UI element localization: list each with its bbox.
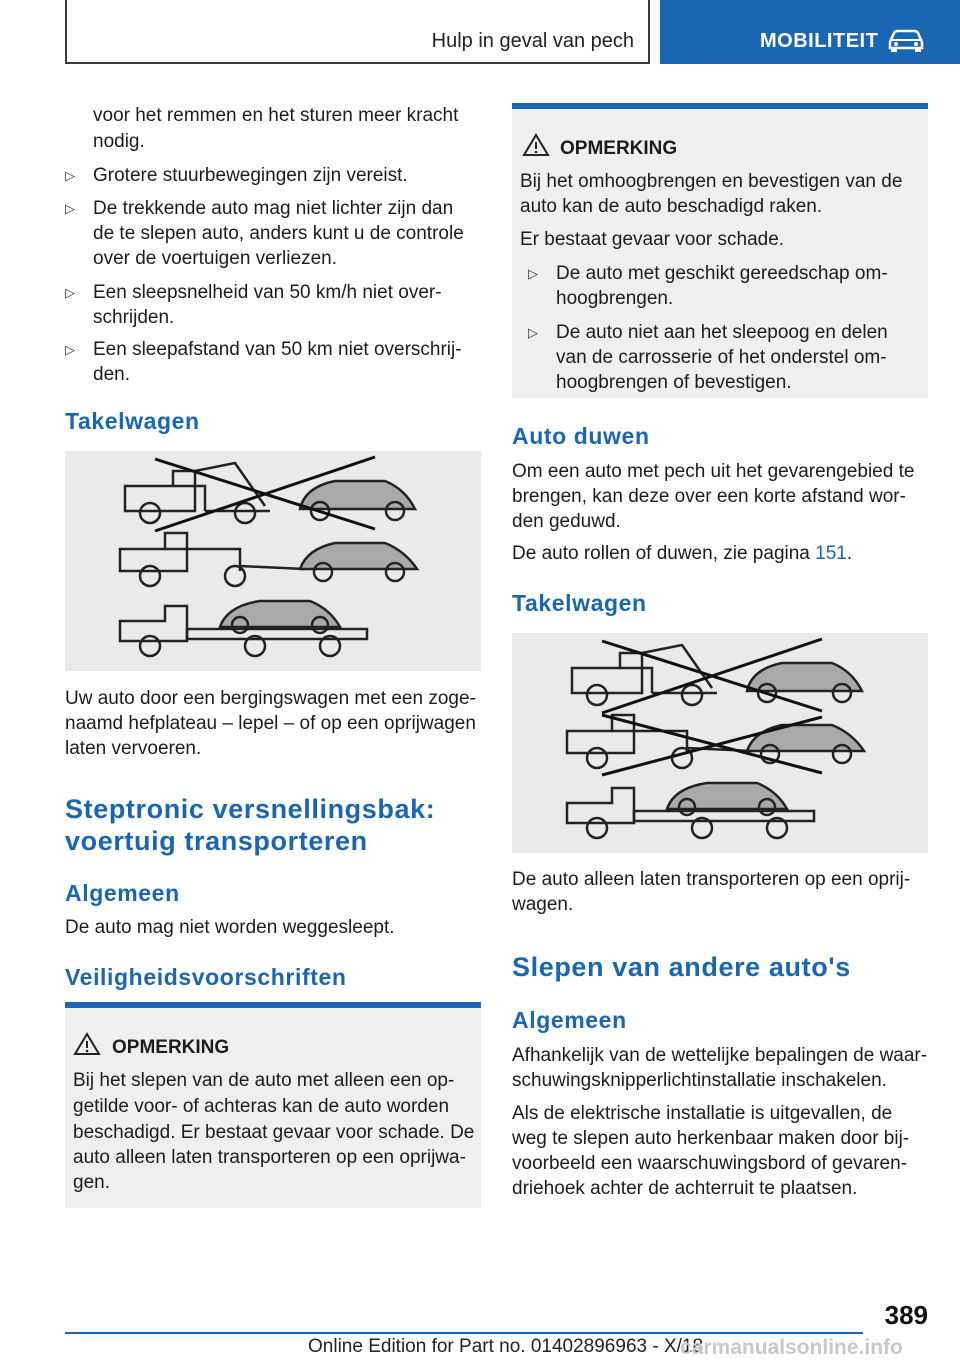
list-item-line: van de carrosserie of het onderstel om- xyxy=(556,347,887,368)
slepen-heading: Slepen van andere auto's xyxy=(512,952,851,982)
algemeen-heading: Algemeen xyxy=(65,880,180,906)
note-text-line: beschadigd. Er bestaat gevaar voor schade. De xyxy=(73,1122,475,1143)
takelwagen-heading-right: Takelwagen xyxy=(512,590,647,616)
towing-illustration xyxy=(512,633,928,853)
list-item-line: over de voertuigen verliezen. xyxy=(93,248,337,269)
algemeen-text: De auto mag niet worden weggesleept. xyxy=(65,917,395,938)
algemeen-text-line: Afhankelijk van de wettelijke bepalingen de waar- xyxy=(512,1045,928,1066)
auto-duwen-heading: Auto duwen xyxy=(512,423,650,449)
algemeen-text-line: schuwingsknipperlichtinstallatie inschakelen. xyxy=(512,1070,887,1091)
note-text-line: getilde voor- of achteras kan de auto worden xyxy=(73,1096,450,1117)
car-icon xyxy=(886,28,926,52)
header-chapter-tab[interactable] xyxy=(660,0,960,64)
note-title: OPMERKING xyxy=(560,138,678,159)
note-text-line: Bij het slepen van de auto met alleen een op- xyxy=(73,1070,455,1091)
tow-trucks-figure xyxy=(512,633,928,853)
watermark: carmanualsonline.info xyxy=(680,1336,903,1359)
page-number: 389 xyxy=(884,1300,928,1330)
note-text-line: auto kan de auto beschadigd raken. xyxy=(520,196,823,217)
footer-edition: Online Edition for Part no. 01402896963 - X/18 xyxy=(308,1336,704,1357)
warning-icon xyxy=(73,1032,101,1056)
bullet-triangle-icon: ▷ xyxy=(65,201,75,216)
duwen-text-line: brengen, kan deze over een korte afstand wor- xyxy=(512,486,906,507)
note-text-line: Bij het omhoogbrengen en bevestigen van de xyxy=(520,171,903,192)
list-item-line: de te slepen auto, anders kunt u de controle xyxy=(93,223,464,244)
footer-divider xyxy=(65,1332,863,1334)
note-text-line: auto alleen laten transporteren op een oprijwa- xyxy=(73,1147,466,1168)
tow-trucks-figure xyxy=(65,451,481,671)
note-box xyxy=(65,1002,481,1208)
takelwagen-text-line: De auto alleen laten transporteren op een oprij- xyxy=(512,869,911,890)
algemeen-heading-right: Algemeen xyxy=(512,1007,627,1033)
steptronic-heading-line-2: voertuig transporteren xyxy=(65,826,368,856)
algemeen-text-line: voorbeeld een waarschuwingsbord of gevaren- xyxy=(512,1153,908,1174)
note-text-line: gen. xyxy=(73,1172,110,1193)
duwen-text-line: Om een auto met pech uit het gevarengebied te xyxy=(512,461,915,482)
takelwagen-text-line: wagen. xyxy=(512,894,574,915)
list-item-line: schrijden. xyxy=(93,307,175,328)
duwen-reference: De auto rollen of duwen, zie pagina 151. xyxy=(512,543,853,564)
takelwagen-text-line-3: laten vervoeren. xyxy=(65,738,202,759)
bullet-triangle-icon: ▷ xyxy=(65,342,75,357)
takelwagen-text-line-1: Uw auto door een bergingswagen met een zoge- xyxy=(65,688,476,709)
towing-illustration xyxy=(65,451,481,671)
bullet-triangle-icon: ▷ xyxy=(528,266,538,281)
algemeen-text-line: Als de elektrische installatie is uitgevallen, de xyxy=(512,1103,893,1124)
continuation-line-2: nodig. xyxy=(93,131,145,152)
continuation-line-1: voor het remmen en het sturen meer kracht xyxy=(93,105,459,126)
warning-icon xyxy=(522,133,550,157)
takelwagen-text-line-2: naamd hefplateau – lepel – of op een oprijwagen xyxy=(65,713,476,734)
list-item-line: den. xyxy=(93,364,130,385)
header-chapter-label: MOBILITEIT xyxy=(760,30,879,52)
page-reference-link[interactable]: 151 xyxy=(815,543,847,564)
header-section-title: Hulp in geval van pech xyxy=(431,30,634,52)
veiligheid-heading: Veiligheidsvoorschriften xyxy=(65,964,347,990)
takelwagen-heading: Takelwagen xyxy=(65,408,200,434)
duwen-text-line: den geduwd. xyxy=(512,511,621,532)
note-title: OPMERKING xyxy=(112,1037,230,1058)
steptronic-heading-line-1: Steptronic versnellingsbak: xyxy=(65,794,436,824)
bullet-triangle-icon: ▷ xyxy=(528,325,538,340)
note-text-line: Er bestaat gevaar voor schade. xyxy=(520,229,785,250)
bullet-triangle-icon: ▷ xyxy=(65,168,75,183)
bullet-triangle-icon: ▷ xyxy=(65,285,75,300)
list-item-line: hoogbrengen. xyxy=(556,288,674,309)
algemeen-text-line: weg te slepen auto herkenbaar maken door bij- xyxy=(512,1128,910,1149)
algemeen-text-line: driehoek achter de achterruit te plaatsen. xyxy=(512,1178,858,1199)
note-box: OPMERKING Bij het omhoogbrengen en bevestigen van de auto kan de auto beschadigd raken. Er bestaat gevaar voor schade. ▷ De auto met geschikt gereedschap om- hoogbrengen. ▷ De auto niet aan het sleepoog en delen van de carrosserie of het onderstel om- hoogbrengen of bevestigen. xyxy=(512,103,928,398)
list-item-line: hoogbrengen of bevestigen. xyxy=(556,372,792,393)
header-section-box xyxy=(65,0,650,64)
